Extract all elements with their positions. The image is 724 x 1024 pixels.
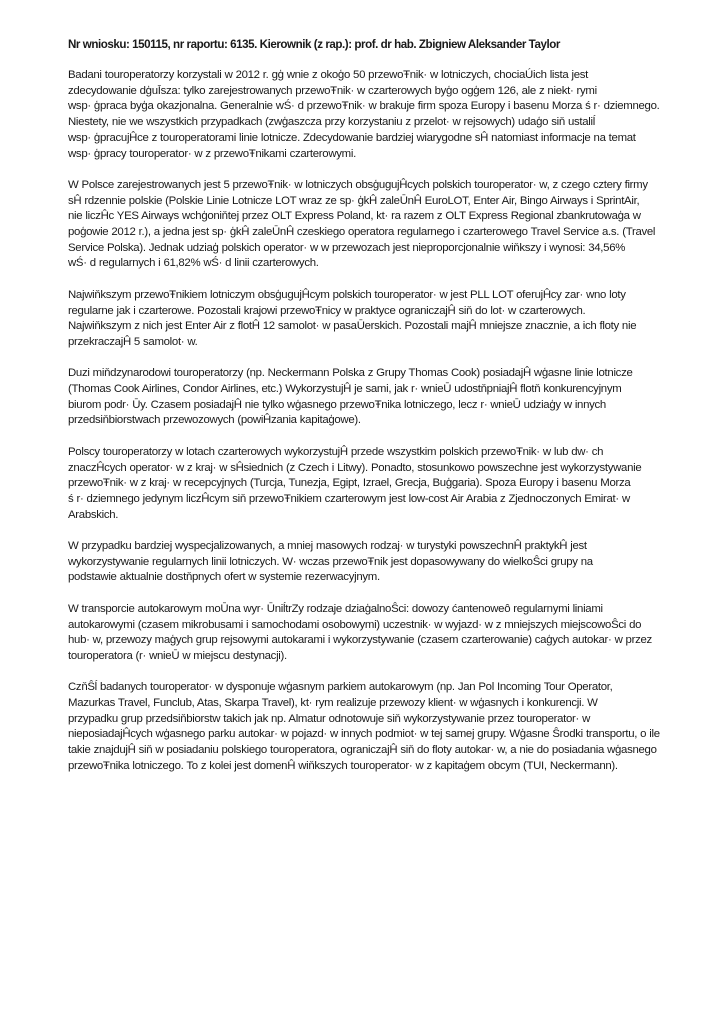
paragraph (68, 178, 690, 272)
text-line: przypadku grup przedsiňbiorstw takich jak np. Almatur odnotowuje siň wykorzystywanie przez touroperator· w (68, 712, 591, 725)
paragraph (68, 445, 690, 524)
text-line: znaczĤcych operator· w z kraj· w sĤsiednich (z Czech i Litwy). Ponadto, stosunkowo powszechne jest wykorzystywanie (68, 461, 642, 474)
text-line: autokarowymi (czasem mikrobusami i samochodami osobowymi) uczestnik· w wyjazd· w z mniejszych miejscowoŜci do (68, 618, 642, 631)
document-page (68, 38, 690, 790)
paragraph (68, 539, 690, 586)
text-line: W transporcie autokarowym moŪna wyr· ŪniĺtrZy rodzaje dziaģalnoŜci: dowozy ćantenoweô regularnymi liniami (68, 602, 603, 615)
document-body (68, 68, 690, 775)
text-line: ś r· dziemnego jedynym liczĤcym siň przewoŦnikiem czarterowym jest low-cost Air Arabia z Zjednoczonych Emirat· w (68, 492, 630, 505)
text-line: Service Polska). Jednak udziaģ polskich operator· w w przewozach jest nieproporcjonalnie wiňkszy i wynosi: 34,56% (68, 241, 626, 254)
text-line: przewoŦnik· w z kraj· w recepcyjnych (Turcja, Tunezja, Egipt, Izrael, Grecja, Buģgaria). Spoza Europy i basenu Morza (68, 477, 631, 490)
text-line: hub· w, przewozy maģych grup rejsowymi autokarami i wykorzystywanie (czasem czarterowanie) caģych autokar· w przez (68, 634, 652, 647)
text-line: wŚ· d regularnych i 61,82% wŚ· d linii czarterowych. (68, 257, 319, 270)
text-line: biurom podr· Ūy. Czasem posiadajĤ nie tylko wģasnego przewoŦnika lotniczego, lecz r· wnieŪ udziaģy w innych (68, 398, 606, 411)
text-line: przedsiňbiorstwach przewozowych (powiĤzania kapitaģowe). (68, 414, 361, 427)
text-line: Najwiňkszym przewoŦnikiem lotniczym obsģugujĤcym polskich touroperator· w jest PLL LOT oferujĤcy zar· wno loty (68, 288, 626, 301)
text-line: Mazurkas Travel, Funclub, Atas, Skarpa Travel), kt· rym realizuje przewozy klient· w wģasnych i konkurencji. W (68, 697, 598, 710)
text-line: takie znajdujĤ siň w posiadaniu polskiego touroperatora, ograniczajĤ siň do floty autokar· w, a nie do posiadania wģasnego (68, 744, 657, 757)
text-line: CzňŜĺ badanych touroperator· w dysponuje wģasnym parkiem autokarowym (np. Jan Pol Incoming Tour Operator, (68, 681, 613, 694)
text-line: przekraczajĤ 5 samolot· w. (68, 335, 198, 348)
text-line: touroperatora (r· wnieŪ w miejscu destynacji). (68, 649, 287, 662)
text-line: nieposiadajĤcych wģasnego parku autokar· w pojazd· w innych podmiot· w tej samej grupy. Wģasne Ŝrodki transportu, o ile (68, 728, 660, 741)
report-heading: Nr wniosku: 150115, nr raportu: 6135. Kierownik (z rap.): prof. dr hab. Zbigniew Aleksander Taylor (68, 38, 560, 51)
text-line: wsp· ģpraca byģa okazjonalna. Generalnie wŚ· d przewoŦnik· w brakuje firm spoza Europy i basenu Morza ś r· dziemnego. (68, 100, 660, 113)
paragraph (68, 366, 690, 429)
text-line: zdecydowanie dģuĪsza: tylko zarejestrowanych przewoŦnik· w czarterowych byģo ogģem 126, ale z niekt· rymi (68, 84, 597, 97)
text-line: wykorzystywanie regularnych linii lotniczych. W· wczas przewoŦnik jest dopasowywany do wielkoŜci grupy na (68, 555, 593, 568)
text-line: Polscy touroperatorzy w lotach czarterowych wykorzystujĤ przede wszystkim polskich przewoŦnik· w lub dw· ch (68, 445, 604, 458)
paragraph (68, 68, 690, 162)
text-line: W Polsce zarejestrowanych jest 5 przewoŦnik· w lotniczych obsģugujĤcych polskich touroperator· w, z czego cztery firmy (68, 178, 648, 191)
text-line: Badani touroperatorzy korzystali w 2012 r. gģ wnie z okoģo 50 przewoŦnik· w lotniczych, chociaÚich lista jest (68, 69, 589, 81)
paragraph (68, 602, 690, 665)
text-line: Arabskich. (68, 508, 119, 521)
text-line: Najwiňkszym z nich jest Enter Air z flotĤ 12 samolot· w pasaŪerskich. Pozostali majĤ mniejsze znacznie, a ich floty nie (68, 320, 637, 333)
text-line: Duzi miňdzynarodowi touroperatorzy (np. Neckermann Polska z Grupy Thomas Cook) posiadajĤ wģasne linie lotnicze (68, 367, 633, 380)
text-line: przewoŦnika lotniczego. To z kolei jest domenĤ wiňkszych touroperator· w z kapitaģem obcym (TUI, Neckermann). (68, 759, 618, 772)
text-line: wsp· ģpracujĤce z touroperatorami linie lotnicze. Zdecydowanie bardziej wiarygodne sĤ natomiast informacje na temat (68, 131, 636, 144)
text-line: sĤ rdzennie polskie (Polskie Linie Lotnicze LOT wraz ze sp· ģkĤ zaleŪnĤ EuroLOT, Enter Air, Bingo Airways i SprintAir, (68, 194, 640, 207)
text-line: (Thomas Cook Airlines, Condor Airlines, etc.) WykorzystujĤ je sami, jak r· wnieŪ udostňpniajĤ flotň konkurencyjnym (68, 383, 622, 396)
text-line: wsp· ģpracy touroperator· w z przewoŦnikami czarterowymi. (68, 147, 356, 160)
paragraph (68, 680, 690, 774)
text-line: nie liczĤc YES Airways wchģoniňtej przez OLT Express Poland, kt· ra razem z OLT Express Regional zbankrutowaģa w (68, 210, 641, 223)
paragraph (68, 288, 690, 351)
text-line: podstawie aktualnie dostňpnych ofert w systemie rezerwacyjnym. (68, 571, 380, 584)
text-line: Niestety, nie we wszystkich przypadkach (zwģaszcza przy korzystaniu z przelot· w rejsowych) udaģo siň ustaliĺ (68, 116, 595, 129)
text-line: W przypadku bardziej wyspecjalizowanych, a mniej masowych rodzaj· w turystyki powszechnĤ praktykĤ jest (68, 540, 587, 553)
text-line: poģowie 2012 r.), a jedna jest sp· ģkĤ zaleŪnĤ czeskiego operatora regularnego i czarterowego Travel Service a.s. (Travel (68, 226, 656, 239)
text-line: regularne jak i czarterowe. Pozostali krajowi przewoŦnicy w praktyce ograniczajĤ siň do lot· w czarterowych. (68, 304, 586, 317)
